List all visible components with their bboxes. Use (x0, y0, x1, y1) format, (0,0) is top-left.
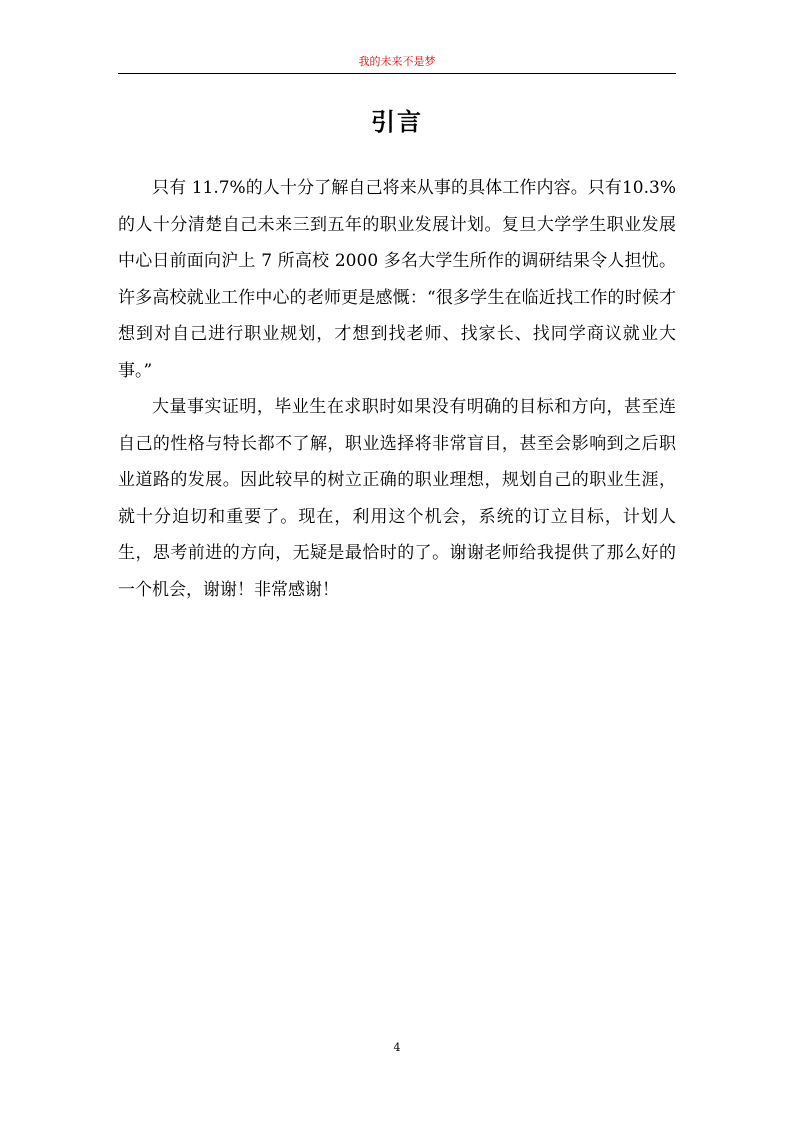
page-number: 4 (393, 1041, 401, 1054)
paragraph-1: 只有 11.7%的人十分了解自己将来从事的具体工作内容。只有10.3%的人十分清楚自己未来三到五年的职业发展计划。复旦大学学生职业发展中心日前面向沪上 7 所高校 2000 多名大学生所作的调研结果令人担忧。许多高校就业工作中心的老师更是感慨：“很多学生在临近找工作的时候才想到对自己进行职业规划，才想到找老师、找家长、找同学商议就业大事。” (118, 178, 676, 381)
paragraph-2: 大量事实证明，毕业生在求职时如果没有明确的目标和方向，甚至连自己的性格与特长都不了解，职业选择将非常盲目，甚至会影响到之后职业道路的发展。因此较早的树立正确的职业理想，规划自己的职业生涯，就十分迫切和重要了。现在，利用这个机会，系统的订立目标，计划人生，思考前进的方向，无疑是最恰时的了。谢谢老师给我提供了那么好的一个机会，谢谢！非常感谢！ (118, 397, 676, 600)
page-header: 我的未来不是梦 (358, 55, 436, 68)
body-text (118, 170, 676, 608)
document-title: 引言 (371, 108, 423, 136)
header-divider (118, 73, 676, 74)
